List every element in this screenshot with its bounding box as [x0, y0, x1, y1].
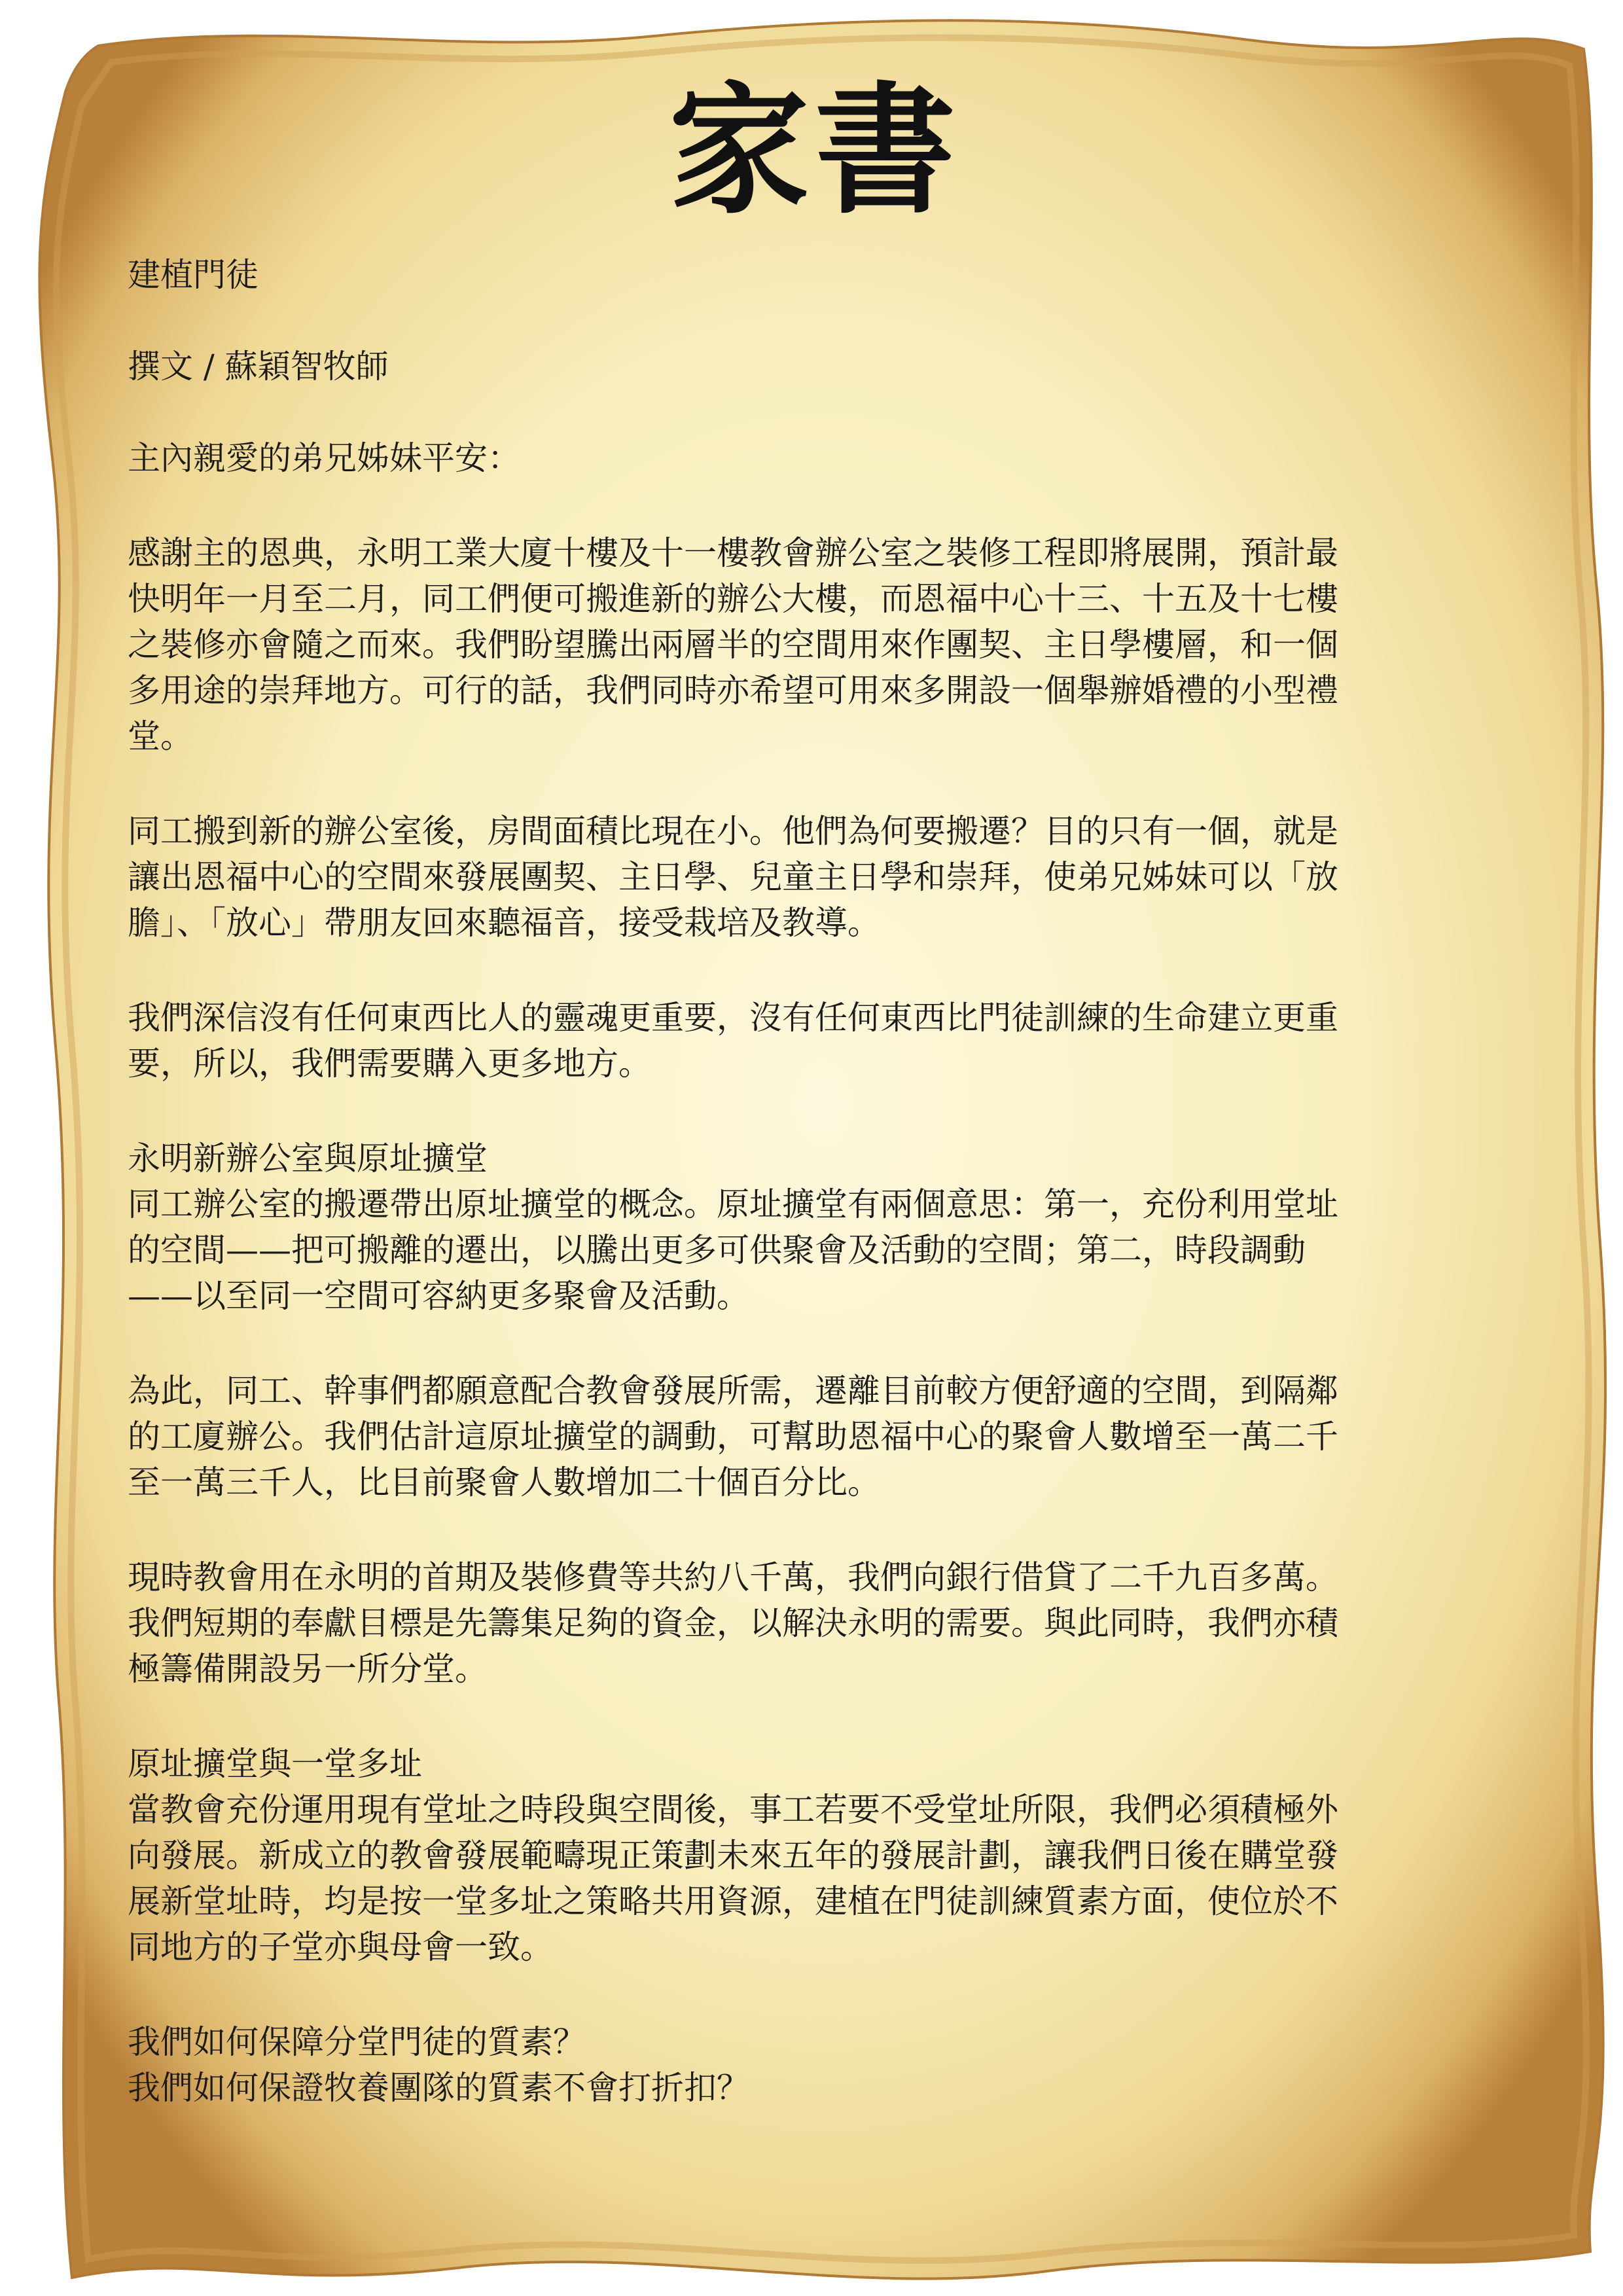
section-heading: 永明新辦公室與原址擴堂 [128, 1139, 488, 1177]
question-line: 我們如何保證牧養團隊的質素不會打折扣？ [128, 2069, 749, 2107]
paragraph-line: 的空間——把可搬離的遷出，以騰出更多可供聚會及活動的空間；第二，時段調動 [128, 1231, 1306, 1269]
article-heading: 建植門徒 [128, 256, 259, 294]
section-heading: 原址擴堂與一堂多址 [128, 1745, 422, 1783]
question-line: 我們如何保障分堂門徒的質素？ [128, 2023, 586, 2061]
paragraph-line: 快明年一月至二月，同工們便可搬進新的辦公大樓，而恩福中心十三、十五及十七樓 [128, 580, 1338, 618]
byline: 撰文 / 蘇穎智牧師 [128, 348, 389, 386]
paragraph-line: 向發展。新成立的教會發展範疇現正策劃未來五年的發展計劃，讓我們日後在購堂發 [128, 1837, 1338, 1874]
paragraph-line: 至一萬三千人，比目前聚會人數增加二十個百分比。 [128, 1463, 880, 1501]
paragraph-line: 要，所以，我們需要購入更多地方。 [128, 1045, 651, 1083]
paragraph-line: 之裝修亦會隨之而來。我們盼望騰出兩層半的空間用來作團契、主日學樓層，和一個 [128, 626, 1338, 664]
paragraph-line: 我們深信沒有任何東西比人的靈魂更重要，沒有任何東西比門徒訓練的生命建立更重 [128, 999, 1338, 1037]
paragraph-line: 多用途的崇拜地方。可行的話，我們同時亦希望可用來多開設一個舉辦婚禮的小型禮 [128, 672, 1338, 709]
paragraph-line: 我們短期的奉獻目標是先籌集足夠的資金，以解決永明的需要。與此同時，我們亦積 [128, 1604, 1338, 1642]
paragraph-line: ——以至同一空間可容納更多聚會及活動。 [128, 1277, 749, 1315]
paragraph-line: 讓出恩福中心的空間來發展團契、主日學、兒童主日學和崇拜，使弟兄姊妹可以「放 [128, 858, 1338, 896]
paragraph-line: 極籌備開設另一所分堂。 [128, 1650, 488, 1688]
paragraph-line: 堂。 [128, 717, 193, 755]
letter-title: 家書 [669, 67, 961, 233]
greeting: 主內親愛的弟兄姊妹平安： [128, 439, 520, 477]
paragraph-line: 的工廈辦公。我們估計這原址擴堂的調動，可幫助恩福中心的聚會人數增至一萬二千 [128, 1418, 1338, 1456]
paragraph-line: 同工辦公室的搬遷帶出原址擴堂的概念。原址擴堂有兩個意思：第一，充份利用堂址 [128, 1185, 1338, 1223]
paragraph-line: 感謝主的恩典，永明工業大廈十樓及十一樓教會辦公室之裝修工程即將展開，預計最 [128, 534, 1338, 572]
paragraph-line: 同工搬到新的辦公室後，房間面積比現在小。他們為何要搬遷？目的只有一個，就是 [128, 812, 1338, 850]
paragraph-line: 當教會充份運用現有堂址之時段與空間後，事工若要不受堂址所限，我們必須積極外 [128, 1791, 1338, 1829]
paragraph-line: 膽」、「放心」帶朋友回來聽福音，接受栽培及教導。 [128, 904, 880, 942]
paragraph-line: 展新堂址時，均是按一堂多址之策略共用資源，建植在門徒訓練質素方面，使位於不 [128, 1882, 1338, 1920]
paragraph-line: 為此，同工、幹事們都願意配合教會發展所需，遷離目前較方便舒適的空間，到隔鄰 [128, 1372, 1338, 1410]
paragraph-line: 同地方的子堂亦與母會一致。 [128, 1928, 553, 1966]
paragraph-line: 現時教會用在永明的首期及裝修費等共約八千萬，我們向銀行借貸了二千九百多萬。 [128, 1558, 1338, 1596]
